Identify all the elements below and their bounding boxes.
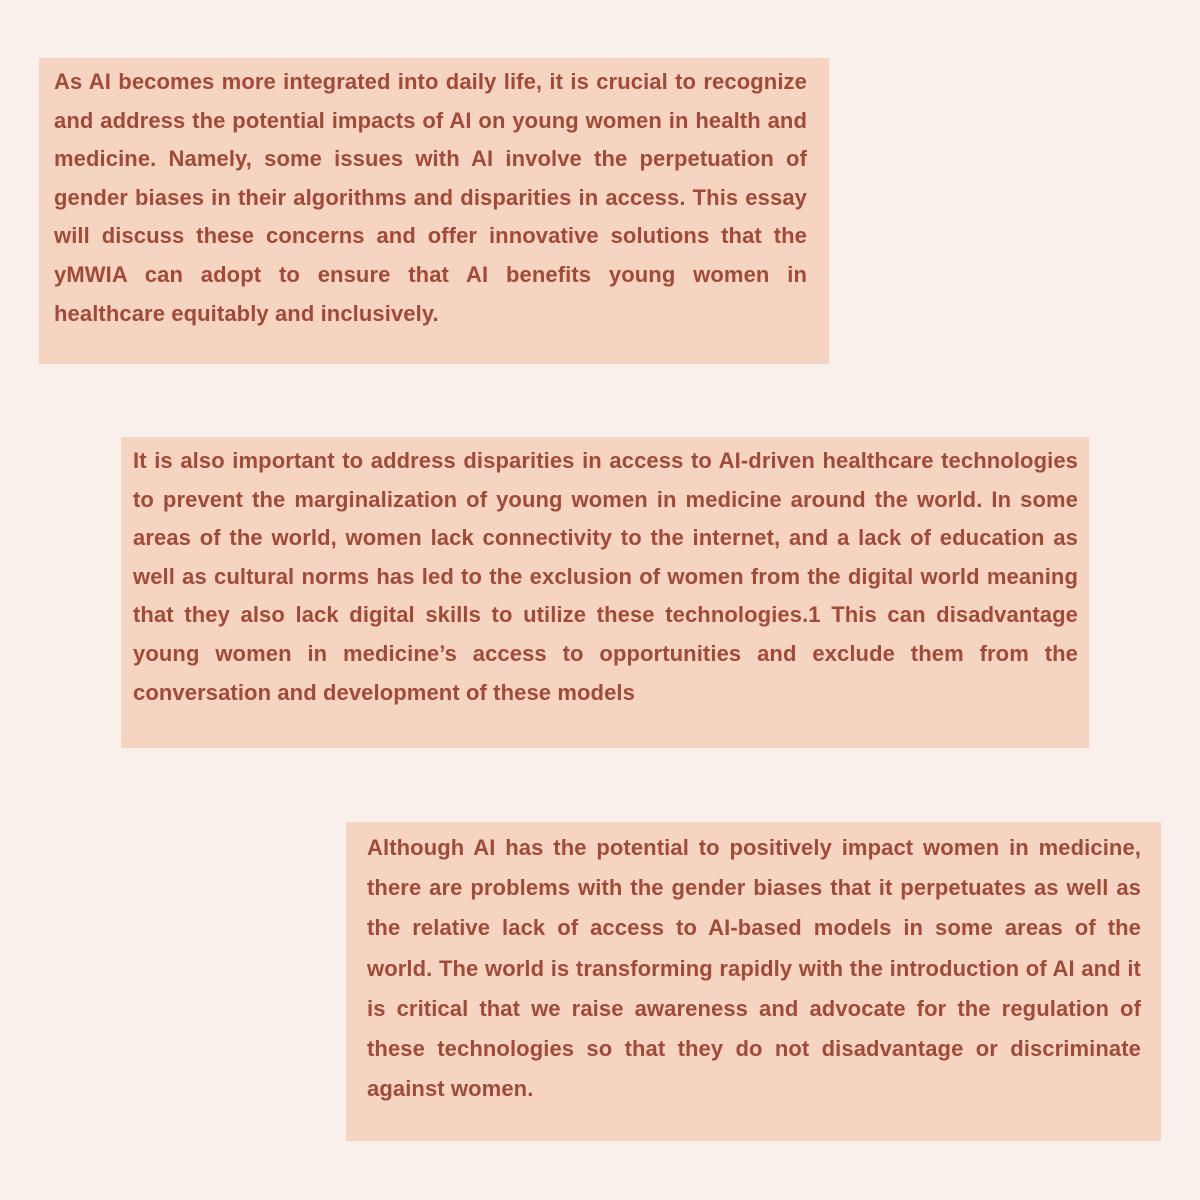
access-disparities-paragraph: It is also important to address disparities in access to AI-driven healthcare technologies to prevent the marginalization of young women in medicine around the world. In some areas of the world, women lack connectivity to the internet, and a lack of education as well as cultural norms has led to the exclusion of women from the digital world meaning that they also lack digital skills to utilize these technologies.1 This can disadvantage young women in medicine’s access to opportunities and exclude them from the conversation and development of these models (121, 437, 1089, 748)
conclusion-paragraph: Although AI has the potential to positively impact women in medicine, there are problems with the gender biases that it perpetuates as well as the relative lack of access to AI-based models in some areas of the world. The world is transforming rapidly with the introduction of AI and it is critical that we raise awareness and advocate for the regulation of these technologies so that they do not disadvantage or discriminate against women. (346, 822, 1161, 1141)
intro-paragraph: As AI becomes more integrated into daily life, it is crucial to recognize and address the potential impacts of AI on young women in health and medicine. Namely, some issues with AI involve the perpetuation of gender biases in their algorithms and disparities in access. This essay will discuss these concerns and offer innovative solutions that the yMWIA can adopt to ensure that AI benefits young women in healthcare equitably and inclusively. (39, 58, 829, 364)
